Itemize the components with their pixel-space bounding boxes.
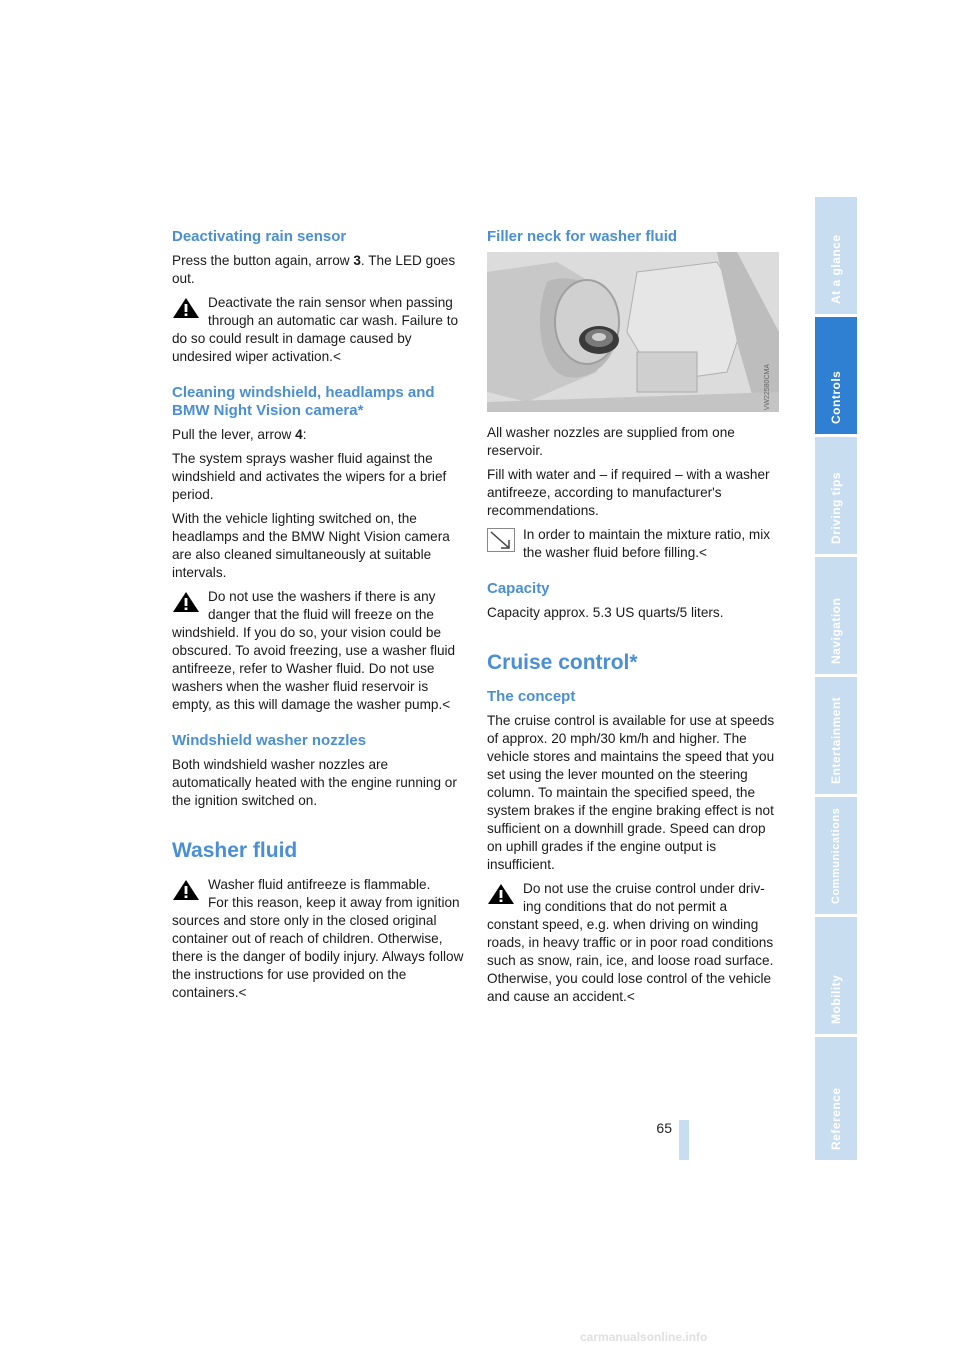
capacity-heading: Capacity — [487, 580, 550, 597]
engine-bay-illustration — [487, 252, 779, 412]
warning-text: ing conditions that do not permit a constant speed, e.g. when driving on winding roads, in heavy traffic or in poor road conditions such as snow, rain, ice, and loose road surface. Otherwise, you could lose control of the vehicle and cause an accident.< — [487, 899, 774, 1004]
deactivating-rain-sensor-heading: Deactivating rain sensor — [172, 228, 347, 245]
tab-controls[interactable] — [815, 317, 857, 434]
note-text: the washer fluid before filling.< — [523, 545, 708, 560]
page-marker — [679, 1120, 689, 1160]
tab-label: Navigation — [829, 597, 843, 664]
tab-label: Communications — [830, 807, 842, 904]
cleaning-paragraph: The system sprays washer fluid against the windshield and activates the wipers for a brief period. — [172, 451, 447, 502]
capacity-paragraph: Capacity approx. 5.3 US quarts/5 liters. — [487, 605, 724, 620]
text: . The LED goes out. — [172, 253, 456, 286]
warning-text: Do not use the washers if there is any — [208, 589, 436, 604]
filler-neck-photo — [487, 252, 779, 412]
tab-communications[interactable] — [815, 797, 857, 914]
cleaning-paragraph: With the vehicle lighting switched on, the headlamps and the BMW Night Vision camera are also cleaned simultaneously at suitable intervals. — [172, 511, 450, 580]
cruise-control-heading: Cruise control* — [487, 651, 638, 674]
cleaning-heading: Cleaning windshield, headlamps and BMW Night Vision camera* — [172, 384, 435, 419]
concept-paragraph: The cruise control is available for use at speeds of approx. 20 mph/30 km/h and higher. The vehicle stores and maintains the speed that you set using the lever mounted on the steering column. To maintain the specified speed, the system brakes if the engine braking effect is not sufficient on a downhill grade. Speed can drop on uphill grades if the engine output is insufficient. — [487, 713, 775, 872]
tab-mobility[interactable] — [815, 917, 857, 1034]
text: Press the button again, arrow — [172, 253, 354, 268]
tab-label: Controls — [829, 370, 843, 424]
info-note — [487, 526, 779, 562]
warning-text: through an automatic car wash. Failure to do so could result in damage caused by undesired wiper activation.< — [172, 313, 459, 364]
washer-nozzles-heading: Windshield washer nozzles — [172, 732, 367, 749]
warning-text: Do not use the cruise control under driv- — [523, 881, 765, 896]
warning-note — [172, 876, 464, 1002]
washer-fluid-heading: Washer fluid — [172, 839, 298, 862]
warning-text: For this reason, keep it away from ignition sources and store only in the closed original container out of reach of children. Otherwise, there is the danger of bodily injury. Always follow the instructions for use provided on the containers.< — [172, 895, 464, 1000]
warning-text: Washer fluid antifreeze is flammable. — [208, 877, 431, 892]
warning-triangle-icon — [172, 878, 200, 902]
tab-at-a-glance[interactable] — [815, 197, 857, 314]
watermark: carmanualsonline.info — [580, 1330, 708, 1344]
tab-label: Mobility — [829, 974, 843, 1024]
warning-triangle-icon — [172, 590, 200, 614]
nozzles-paragraph: Both windshield washer nozzles are automatically heated with the engine running or the ignition switched on. — [172, 757, 457, 808]
text: Pull the lever, arrow — [172, 427, 296, 442]
tab-entertainment[interactable] — [815, 677, 857, 794]
info-arrow-icon — [487, 528, 515, 552]
warning-note — [487, 880, 779, 1006]
arrow-number: 3 — [353, 253, 361, 268]
note-text: In order to maintain the mixture ratio, mix — [523, 527, 771, 542]
section-tabs — [815, 197, 857, 1160]
tab-driving-tips[interactable] — [815, 437, 857, 554]
tab-label: Entertainment — [829, 696, 843, 784]
filler-neck-heading: Filler neck for washer fluid — [487, 228, 678, 245]
arrow-number: 4 — [295, 427, 303, 442]
tab-reference[interactable] — [815, 1037, 857, 1160]
tab-label: At a glance — [829, 234, 843, 304]
warning-text: danger that the fluid will freeze on the windshield. If you do so, your vision could be obscured. To avoid freezing, use a washer fluid antifreeze, refer to Washer fluid. Do not use washers when the washer fluid reservoir is empty, as this will damage the washer pump.< — [172, 607, 456, 712]
deactivating-paragraph — [172, 252, 464, 288]
filler-paragraph: All washer nozzles are supplied from one reservoir. — [487, 425, 735, 458]
filler-paragraph: Fill with water and – if required – with a washer antifreeze, according to manufacturer's recommendations. — [487, 467, 770, 518]
tab-navigation[interactable] — [815, 557, 857, 674]
tab-label: Reference — [829, 1087, 843, 1150]
page-number: 65 — [656, 1120, 672, 1136]
left-column — [172, 228, 464, 1010]
tab-label: Driving tips — [829, 471, 843, 544]
concept-heading: The concept — [487, 688, 576, 705]
warning-triangle-icon — [172, 296, 200, 320]
warning-triangle-icon — [487, 882, 515, 906]
warning-note — [172, 588, 464, 714]
photo-code: VW22580CMA — [764, 364, 771, 411]
right-column — [487, 228, 779, 1014]
text: : — [302, 427, 307, 442]
cleaning-paragraph — [172, 426, 464, 444]
warning-note — [172, 294, 464, 366]
warning-text: Deactivate the rain sensor when passing — [208, 295, 453, 310]
